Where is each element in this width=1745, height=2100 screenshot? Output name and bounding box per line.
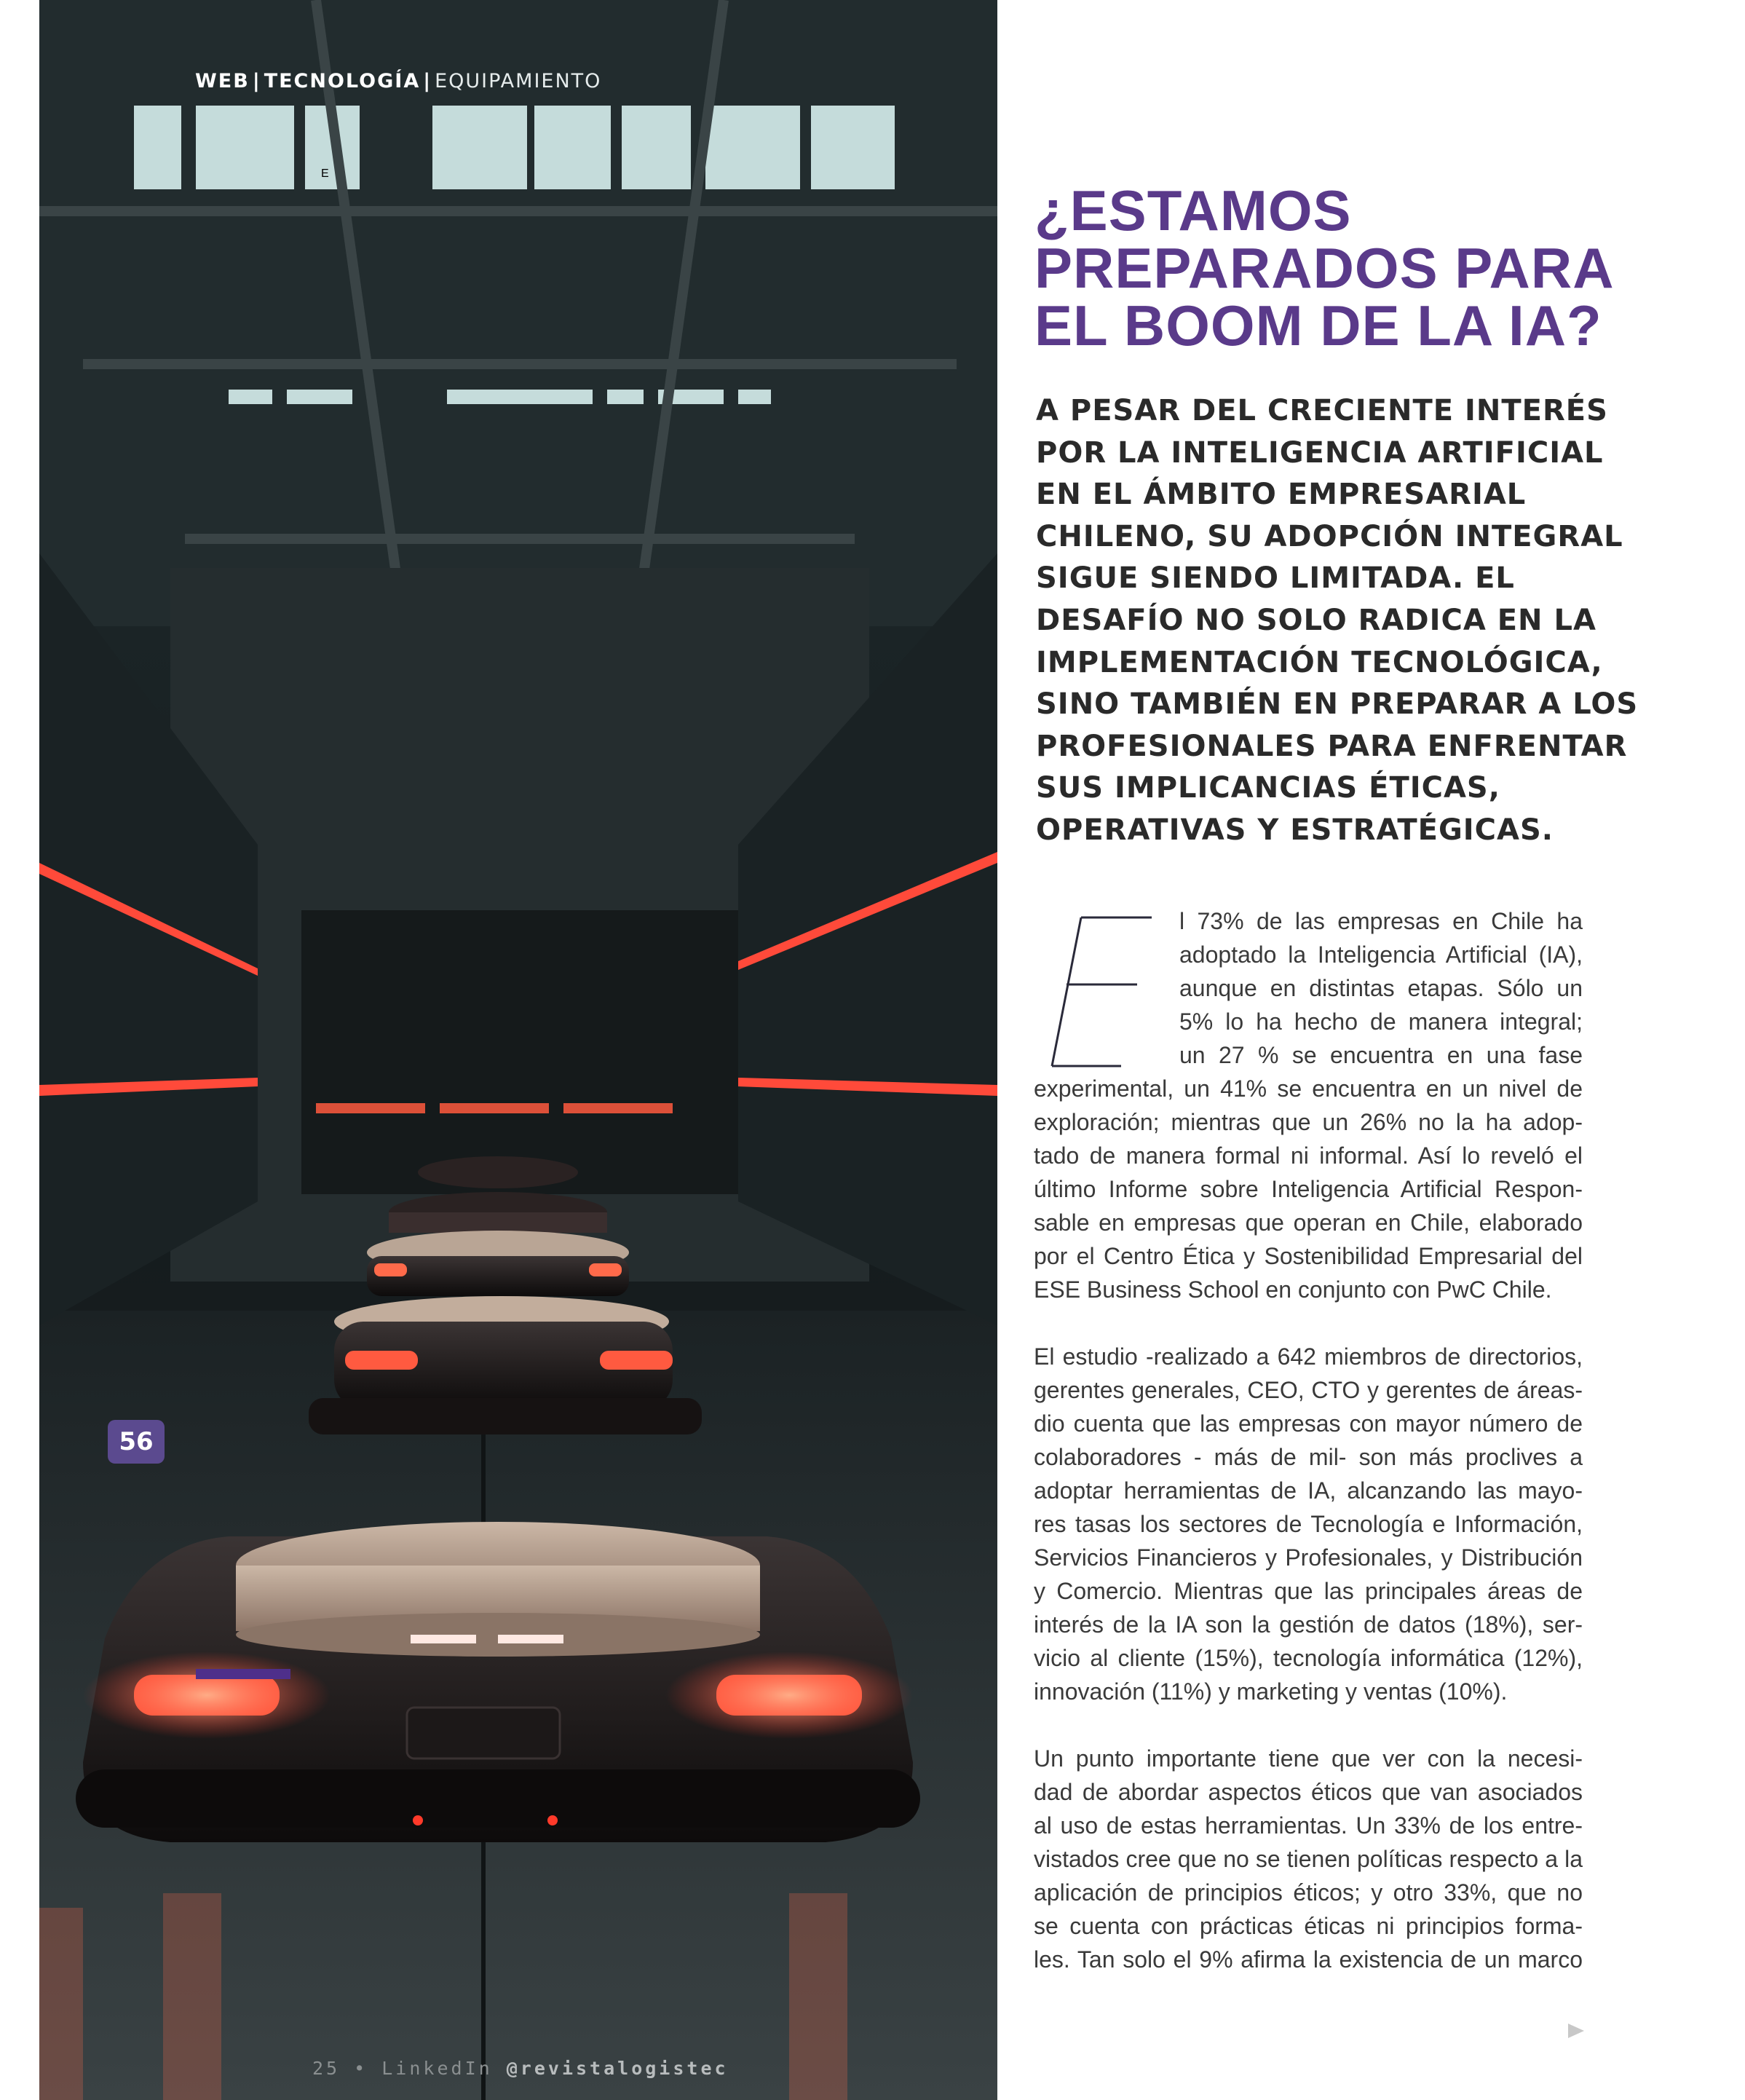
headline-line: EL BOOM DE LA IA? — [1034, 293, 1602, 358]
footer-social — [312, 2058, 729, 2079]
body-line: Un punto importante tiene que ver con la necesi- — [1034, 1745, 1583, 1772]
body-line: dio cuenta que las empresas con mayor número de — [1034, 1410, 1583, 1437]
body-line: l 73% de las empresas en Chile ha — [1179, 908, 1583, 934]
body-line: se cuenta con prácticas éticas ni principios forma- — [1034, 1913, 1583, 1939]
body-line: Servicios Financieros y Profesionales, y Distribución — [1034, 1544, 1583, 1571]
drop-cap-letter: E — [321, 167, 329, 180]
headline-line: PREPARADOS PARA — [1034, 236, 1615, 300]
deck-line: SIGUE SIENDO LIMITADA. EL — [1036, 561, 1515, 596]
section-part-web: WEB — [195, 70, 250, 92]
paragraph-3 — [1034, 1742, 1583, 1976]
section-separator: | — [423, 70, 432, 92]
paragraph-1-rest — [1034, 1072, 1583, 1306]
body-line: al uso de estas herramientas. Un 33% de los entre- — [1034, 1812, 1583, 1839]
footer-prefix: 25 • LinkedIn — [312, 2058, 493, 2079]
deck-line: CHILENO, SU ADOPCIÓN INTEGRAL — [1036, 519, 1623, 553]
article-deck — [1036, 390, 1662, 852]
drop-cap-e — [321, 167, 1158, 1072]
deck-line: EN EL ÁMBITO EMPRESARIAL — [1036, 478, 1527, 512]
body-line: les. Tan solo el 9% afirma la existencia de un marco — [1034, 1946, 1583, 1973]
accent-bar — [196, 1669, 290, 1679]
body-line: 5% lo ha hecho de manera integral; — [1179, 1008, 1583, 1035]
body-line: ESE Business School en conjunto con PwC Chile. — [1034, 1276, 1552, 1303]
body-line: por el Centro Ética y Sostenibilidad Empresarial del — [1034, 1243, 1583, 1269]
body-line: exploración; mientras que un 26% no la ha adop- — [1034, 1109, 1583, 1135]
body-line: vicio al cliente (15%), tecnología informática (12%), — [1034, 1645, 1583, 1671]
deck-line: SINO TAMBIÉN EN PREPARAR A LOS — [1036, 687, 1639, 722]
page-number-badge: 56 — [108, 1420, 165, 1464]
body-line: vistados cree que no se tienen políticas respecto a la — [1034, 1846, 1583, 1872]
deck-line: IMPLEMENTACIÓN TECNOLÓGICA, — [1036, 645, 1603, 679]
body-line: último Informe sobre Inteligencia Artificial Respon- — [1034, 1176, 1583, 1202]
body-line: aunque en distintas etapas. Sólo un — [1179, 975, 1583, 1001]
body-line: gerentes generales, CEO, CTO y gerentes de áreas- — [1034, 1377, 1583, 1403]
paragraph-2 — [1034, 1340, 1583, 1708]
article-headline — [1034, 178, 1704, 358]
deck-line: SUS IMPLICANCIAS ÉTICAS, — [1036, 771, 1500, 805]
paragraph-1-lead — [1179, 904, 1583, 1072]
deck-line: A PESAR DEL CRECIENTE INTERÉS — [1036, 394, 1608, 427]
body-line: experimental, un 41% se encuentra en un nivel de — [1034, 1075, 1583, 1102]
body-line: adoptar herramientas de IA, alcanzando las mayo- — [1034, 1477, 1583, 1504]
footer-handle: @revistalogistec — [506, 2058, 729, 2079]
play-triangle-icon[interactable] — [1565, 2021, 1586, 2041]
body-line: dad de abordar aspectos éticos que van asociados — [1034, 1779, 1583, 1805]
body-line: El estudio -realizado a 642 miembros de directorios, — [1034, 1343, 1583, 1370]
body-line: aplicación de principios éticos; y otro 33%, que no — [1034, 1879, 1583, 1906]
section-breadcrumb — [195, 70, 601, 92]
body-line: res tasas los sectores de Tecnología e Información, — [1034, 1511, 1583, 1537]
deck-line: DESAFÍO NO SOLO RADICA EN LA — [1036, 603, 1596, 637]
body-line: adoptado la Inteligencia Artificial (IA), — [1179, 942, 1583, 968]
headline-line: ¿ESTAMOS — [1034, 178, 1352, 242]
section-separator: | — [252, 70, 261, 92]
deck-line: PROFESIONALES PARA ENFRENTAR — [1036, 729, 1628, 763]
section-part-tecnologia: TECNOLOGÍA — [264, 70, 421, 92]
deck-line: OPERATIVAS Y ESTRATÉGICAS. — [1036, 813, 1554, 847]
body-line: innovación (11%) y marketing y ventas (10%). — [1034, 1678, 1508, 1705]
body-line: un 27 % se encuentra en una fase — [1179, 1042, 1583, 1068]
body-line: sable en empresas que operan en Chile, elaborado — [1034, 1209, 1583, 1236]
warehouse-robot-photo — [39, 0, 997, 2100]
deck-line: POR LA INTELIGENCIA ARTIFICIAL — [1036, 435, 1604, 470]
body-line: y Comercio. Mientras que las principales áreas de — [1034, 1578, 1583, 1604]
body-line: interés de la IA son la gestión de datos (18%), ser- — [1034, 1611, 1583, 1638]
body-line: tado de manera formal ni informal. Así lo reveló el — [1034, 1142, 1583, 1169]
body-line: colaboradores - más de mil- son más proclives a — [1034, 1444, 1583, 1470]
section-part-equipamiento: EQUIPAMIENTO — [435, 70, 602, 92]
photo-illustration — [39, 0, 997, 2100]
